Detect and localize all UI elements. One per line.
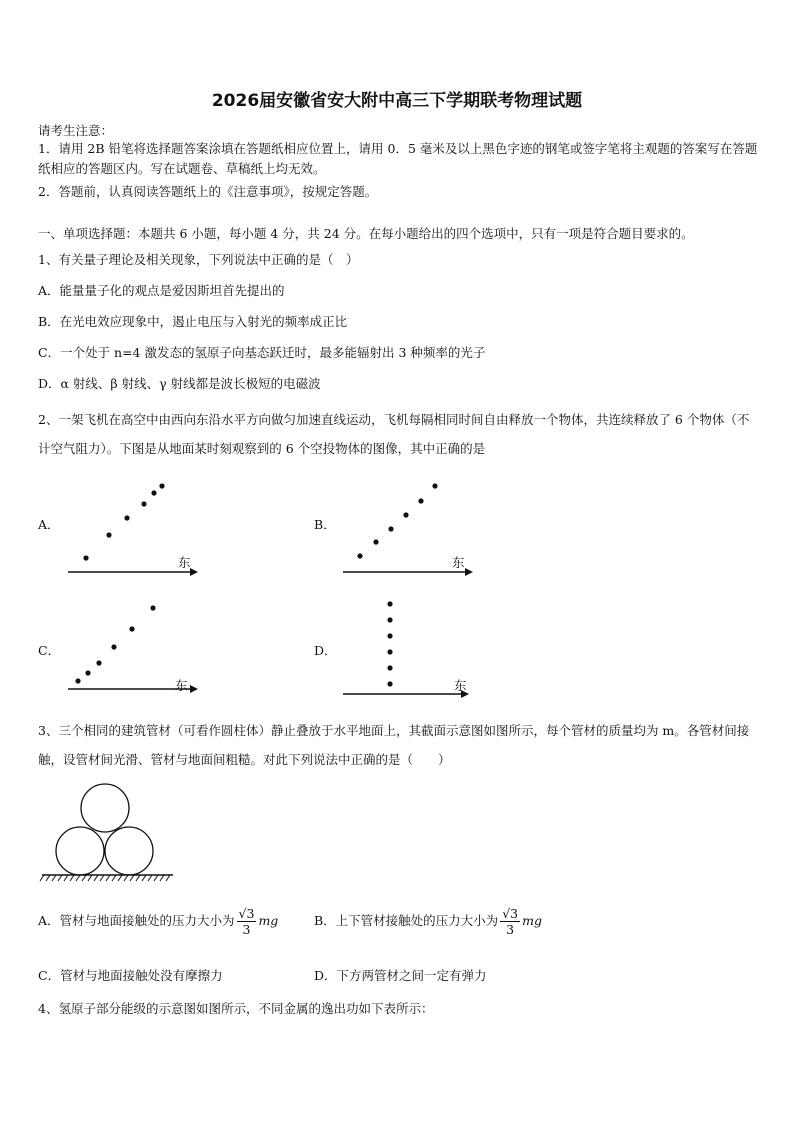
q1-option-b: B．在光电效应现象中，遏止电压与入射光的频率成正比 (38, 314, 348, 329)
q3-option-b-text: B．上下管材接触处的压力大小为 (314, 913, 499, 928)
q2-option-b-label: B． (314, 517, 336, 532)
q2-stem: 2、一架飞机在高空中由西向东沿水平方向做匀加速直线运动，飞机每隔相同时间自由释放一个物体，共连续释放了 6 个物体（不计空气阻力）。下图是从地面某时刻观察到的 6 个空投物体的图像，其中正确的是 (38, 412, 750, 456)
q1-stem: 1、有关量子理论及相关现象，下列说法中正确的是（ ） (38, 252, 359, 267)
q3-pipes-figure (38, 783, 178, 883)
fraction-numerator: √3 (238, 906, 255, 921)
q3-option-b (314, 906, 542, 937)
notice-heading: 请考生注意： (38, 123, 114, 138)
page-title: 2026届安徽省安大附中高三下学期联考物理试题 (211, 91, 583, 111)
q3-option-a (38, 906, 278, 937)
notice-item-2: 2．答题前，认真阅读答题纸上的《注意事项》，按规定答题。 (38, 184, 378, 199)
fraction-numerator: √3 (502, 906, 519, 921)
q3-option-d: D．下方两管材之间一定有弹力 (314, 968, 487, 983)
notice-item-1: 1．请用 2B 铅笔将选择题答案涂填在答题纸相应位置上，请用 0．5 毫米及以上黑色字迹的钢笔或签字笔将主观题的答案写在答题纸相应的答题区内。写在试题卷、草稿纸上均无效。 (38, 141, 758, 176)
q3-option-a-text: A．管材与地面接触处的压力大小为 (38, 913, 235, 928)
q2-option-d-label: D． (314, 643, 337, 658)
q2-c-east-label: 东 (175, 678, 188, 693)
section-heading: 一、单项选择题：本题共 6 小题，每小题 4 分，共 24 分。在每小题给出的四个选项中，只有一项是符合题目要求的。 (38, 226, 694, 241)
q3-option-c: C．管材与地面接触处没有摩擦力 (38, 968, 223, 983)
q3-stem: 3、三个相同的建筑管材（可看作圆柱体）静止叠放于水平地面上，其截面示意图如图所示，每个管材的质量均为 m。各管材间接触，设管材间光滑、管材与地面间粗糙。对此下列说法中正确的是（ ） (38, 723, 750, 767)
sqrt3-over-3-fraction (500, 906, 520, 937)
fraction-denominator: 3 (506, 922, 515, 937)
q1-option-c: C．一个处于 n=4 激发态的氢原子向基态跃迁时，最多能辐射出 3 种频率的光子 (38, 345, 486, 360)
fraction-denominator: 3 (242, 922, 251, 937)
mg-symbol: mg (258, 913, 279, 928)
mg-symbol: mg (522, 913, 542, 928)
q2-d-east-label: 东 (454, 678, 467, 693)
q2-a-east-label: 东 (178, 555, 191, 570)
q1-option-d: D．α 射线、β 射线、γ 射线都是波长极短的电磁波 (38, 376, 321, 391)
q4-stem: 4、氢原子部分能级的示意图如图所示，不同金属的逸出功如下表所示： (38, 1001, 434, 1016)
q1-option-a: A．能量量子化的观点是爱因斯坦首先提出的 (38, 283, 285, 298)
q2-option-c-label: C． (38, 643, 61, 658)
q2-b-east-label: 东 (452, 555, 465, 570)
sqrt3-over-3-fraction (237, 906, 257, 937)
q2-option-a-label: A． (38, 517, 60, 532)
